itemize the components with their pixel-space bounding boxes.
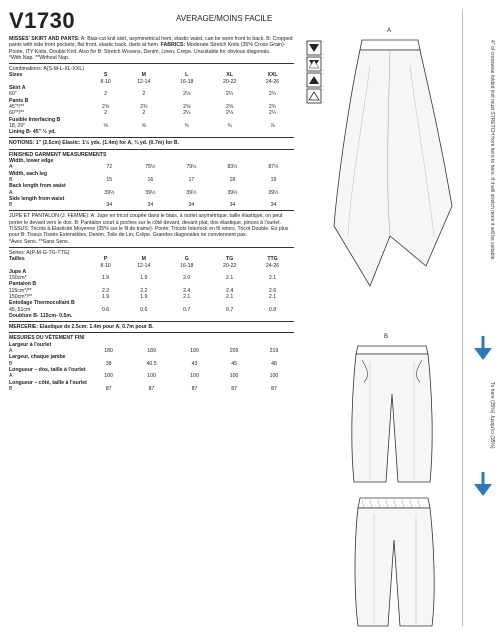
pants-b-back-illustration — [344, 494, 448, 630]
cell-value: 87½ — [268, 164, 279, 171]
cell-value: 1.9 — [140, 275, 148, 282]
size-range: 12-14 — [137, 262, 151, 269]
cell-value: 219 — [269, 348, 279, 355]
size-range: 16-18 — [180, 78, 194, 85]
row-label: Jupe A — [9, 268, 27, 275]
finished-table-fr — [9, 342, 294, 392]
size-code: G — [184, 256, 189, 263]
description-lead: MISSES' SKIRT AND PANTS: — [9, 36, 80, 42]
size-code: M — [141, 256, 146, 263]
size-code: P — [103, 256, 108, 263]
notions-fr: MERCERIE: Elastique de 2.5cm: 1.4m pour A, 0.7m pour B. — [9, 324, 154, 331]
description-text: A: Bias-cut knit skirt, asymmetrical hem, elastic waist, can be worn front to back. B: Cropped pants with side front pockets, flat front, elastic back, darts at hem. — [9, 36, 293, 49]
size-range: 24-26 — [265, 262, 280, 269]
row-label: Longueur – côté, taille à l'ourlet — [9, 379, 87, 386]
cell-value: 1.9 — [101, 293, 110, 300]
table-row — [9, 386, 294, 392]
cell-value: 2.4 — [183, 287, 191, 294]
size-code: TTG — [267, 256, 278, 263]
stretch-guide-note: 4" of crosswise folded knit must STRETCH from here to here. If it will stretch more it will be suitable. — [489, 40, 495, 261]
figure-shape-icon — [306, 40, 322, 106]
cell-value: 83½ — [227, 164, 238, 171]
cell-value: 2¼ — [226, 110, 234, 117]
difficulty-label: AVERAGE/MOINS FACILE — [176, 14, 273, 23]
cell-value: 75½ — [145, 164, 156, 171]
cell-value: 19 — [270, 176, 277, 183]
size-code: M — [141, 72, 146, 79]
row-label: A — [9, 373, 13, 380]
skirt-a-illustration — [330, 36, 460, 296]
cell-value: 45 — [231, 360, 237, 367]
cell-value: 2 — [142, 91, 146, 98]
cell-value: 87 — [105, 385, 112, 392]
row-label: Largeur à l'ourlet — [9, 341, 52, 348]
row-label: Width, lower edge — [9, 158, 54, 165]
cell-value: 34 — [270, 202, 277, 209]
row-label: Longueur – dos, taille à l'ourlet — [9, 366, 86, 373]
cell-value: 2¼ — [183, 110, 191, 117]
cell-value: 87 — [191, 385, 198, 392]
fabrics-text: Moderate Stretch Knits (35% Cross Grain)- Ponte, ITY Knits, Double Knit. Also for B: Stretch Wovens, Denim, Linen, Crepe. Unsuitable for obvious diagonals. — [9, 42, 286, 55]
cell-value: ⅝ — [103, 122, 108, 129]
size-range: 20-22 — [222, 262, 237, 269]
cell-value: 2.0 — [183, 275, 191, 282]
cell-value: 2.1 — [226, 275, 234, 282]
size-range: 8-10 — [100, 262, 111, 269]
finished-title-fr: MESURES DU VÊTEMENT FINI — [9, 335, 85, 342]
row-label: 115cm*/** — [9, 287, 32, 294]
cell-value: 100 — [229, 373, 239, 380]
cell-value: 2¼ — [226, 91, 234, 98]
cell-value: 39½ — [227, 189, 238, 196]
yardage-table-en — [9, 72, 294, 135]
nap-note: *With Nap. **Without Nap. — [9, 54, 70, 61]
cell-value: 2¾ — [268, 103, 277, 110]
row-label: Side length from waist — [9, 195, 65, 202]
notions-en: NOTIONS: 1" (2.5cm) Elastic: 1½ yds. (1.4m) for A, ¾ yd. (0.7m) for B. — [9, 140, 180, 147]
cell-value: 2⅝ — [226, 103, 234, 110]
cell-value: 2.1 — [268, 275, 277, 282]
size-code: L — [185, 72, 189, 79]
cell-value: 48 — [271, 360, 277, 367]
row-label: A — [9, 164, 13, 171]
cell-value: 2¼ — [268, 91, 277, 98]
cell-value: ⅞ — [270, 122, 275, 129]
cell-value: 87 — [231, 385, 237, 392]
cell-value: 87 — [148, 385, 155, 392]
table-row — [9, 202, 294, 208]
stretch-guide-end-note: To here (35%) Jusqu'ici (35%) — [489, 382, 495, 449]
cell-value: 34 — [188, 202, 195, 209]
cell-value: 16 — [147, 176, 154, 183]
cell-value: 15 — [106, 176, 113, 183]
row-label: A — [9, 348, 13, 355]
cell-value: 2 — [104, 91, 108, 98]
cell-value: 39½ — [186, 189, 197, 196]
cell-value: 79½ — [186, 164, 197, 171]
row-label: Entoilage Thermocollant B — [9, 300, 75, 307]
cell-value: 2¼ — [268, 110, 277, 117]
series-line: Series: A(P-M-G-TG-TTG) — [9, 249, 70, 256]
size-code: XL — [226, 72, 233, 79]
cell-value: 39½ — [104, 189, 115, 196]
nap-note-fr: *Avec Sens. **Sans Sens. — [9, 238, 70, 245]
size-range: 16-18 — [180, 262, 194, 269]
cell-value: 2.4 — [226, 287, 234, 294]
size-code: XXL — [267, 72, 278, 79]
cell-value: ¾ — [227, 122, 232, 129]
cell-value: 39½ — [145, 189, 156, 196]
size-range: 12-14 — [137, 78, 151, 85]
cell-value: 199 — [190, 348, 199, 355]
cell-value: 2⅝ — [183, 103, 191, 110]
combinations-line: Combinations: A(S-M-L-XL-XXL) — [9, 66, 84, 73]
cell-value: 40.5 — [146, 360, 157, 367]
pants-b-front-illustration — [340, 342, 450, 490]
size-range: 20-22 — [222, 78, 237, 85]
cell-value: 18 — [229, 176, 236, 183]
pattern-number: V1730 — [9, 8, 76, 33]
cell-value: 2.6 — [268, 287, 277, 294]
cell-value: 100 — [104, 373, 113, 380]
cell-value: 2.1 — [183, 293, 191, 300]
cell-value: 43 — [191, 360, 198, 367]
row-label: Pantalon B — [9, 281, 37, 288]
row-label: Fusible Interfacing B — [9, 116, 61, 123]
yardage-table-fr — [9, 256, 294, 319]
cell-value: 100 — [190, 373, 199, 380]
cell-value: 0.7 — [226, 306, 234, 313]
cell-value: 2.2 — [140, 287, 148, 294]
cell-value: 2.1 — [268, 293, 277, 300]
fabrics-lead: FABRICS: — [160, 42, 186, 49]
cell-value: 100 — [269, 373, 279, 380]
cell-value: 0.6 — [140, 306, 148, 313]
cell-value: 2 — [104, 110, 108, 117]
cell-value: 38 — [105, 360, 112, 367]
cell-value: ¾ — [184, 122, 189, 129]
row-label: B — [9, 360, 13, 367]
row-label: Width, each leg — [9, 170, 47, 177]
view-a-label: A — [387, 28, 392, 34]
finished-table-en — [9, 158, 294, 208]
row-label: Pants B — [9, 97, 29, 104]
row-label: 150cm* — [9, 275, 27, 282]
cell-value: 2.2 — [101, 287, 110, 294]
row-label: 60"*/** — [9, 110, 25, 117]
sizes-label: Sizes — [9, 72, 23, 79]
size-range: 24-26 — [265, 78, 280, 85]
cell-value: 2⅛ — [183, 91, 191, 98]
cell-value: 189 — [147, 348, 156, 355]
cell-value: 2⅝ — [101, 103, 110, 110]
cell-value: ⅝ — [141, 122, 146, 129]
row-label: Skirt A — [9, 85, 26, 92]
row-label: Largeur, chaque jambe — [9, 354, 66, 361]
stretch-gauge-arrow-icon — [472, 336, 494, 360]
row-label: 45"*/** — [9, 103, 25, 110]
cell-value: 72 — [106, 164, 113, 171]
row-label: Doublure B- 115cm- 0.5m. — [9, 312, 73, 319]
size-code: TG — [226, 256, 234, 263]
cell-value: 87 — [271, 385, 277, 392]
cell-value: 17 — [188, 176, 195, 183]
figure-type-icons — [306, 40, 324, 111]
row-label: 18, 20" — [9, 122, 26, 129]
view-b-label: B — [384, 334, 389, 340]
size-code: S — [103, 72, 108, 79]
cell-value: 180 — [104, 348, 113, 355]
row-label: A — [9, 189, 13, 196]
divider — [462, 10, 463, 626]
text-column — [9, 36, 294, 392]
table-row — [9, 129, 294, 135]
cell-value: 0.6 — [101, 306, 110, 313]
row-label: 150cm*/** — [9, 293, 33, 300]
cell-value: 39½ — [268, 189, 279, 196]
cell-value: 0.7 — [183, 306, 191, 313]
row-label: B — [9, 202, 13, 209]
cell-value: 209 — [229, 348, 239, 355]
cell-value: 2.1 — [226, 293, 234, 300]
size-range: 8-10 — [100, 78, 111, 85]
description-fr: JUPE ET PANTALON (J. FEMME): A: Jupe en tricot coupée dans le biais, à ourlet asymétrique, taille élastique, on peut porter le devant vers le dos. B: Pantalon court à poches sur le côté devant, devant plat, dos élastique, pinces à l'ourlet. TISSUS: Tricots à Elasticité Moyenne (35% sur le fil de trame)- Ponte, Tricots Interlock en fil retors, Tricot Double. En plus pour B: Tissus Tissés Extensibles, Denim, Toile de Lin, Crêpe. Grandes diagonales ne conviennent pas. — [9, 213, 289, 239]
row-label: B — [9, 176, 13, 183]
cell-value: 34 — [106, 202, 113, 209]
sizes-label: Tailles — [9, 256, 25, 263]
row-label: 60" — [9, 91, 17, 98]
cell-value: 34 — [147, 202, 154, 209]
cell-value: 34 — [229, 202, 236, 209]
cell-value: 1.9 — [140, 293, 148, 300]
cell-value: 2¾ — [140, 103, 148, 110]
table-row — [9, 313, 294, 319]
cell-value: 1.9 — [101, 275, 110, 282]
cell-value: 0.8 — [268, 306, 277, 313]
row-label: Lining B- 45" ½ yd. — [9, 129, 56, 136]
finished-title-en: FINISHED GARMENT MEASUREMENTS — [9, 151, 107, 158]
row-label: B — [9, 385, 13, 392]
row-label: Back length from waist — [9, 183, 66, 190]
cell-value: 2 — [142, 110, 146, 117]
row-label: 45, 51cm — [9, 306, 31, 313]
cell-value: 100 — [147, 373, 156, 380]
description-en — [9, 36, 294, 61]
